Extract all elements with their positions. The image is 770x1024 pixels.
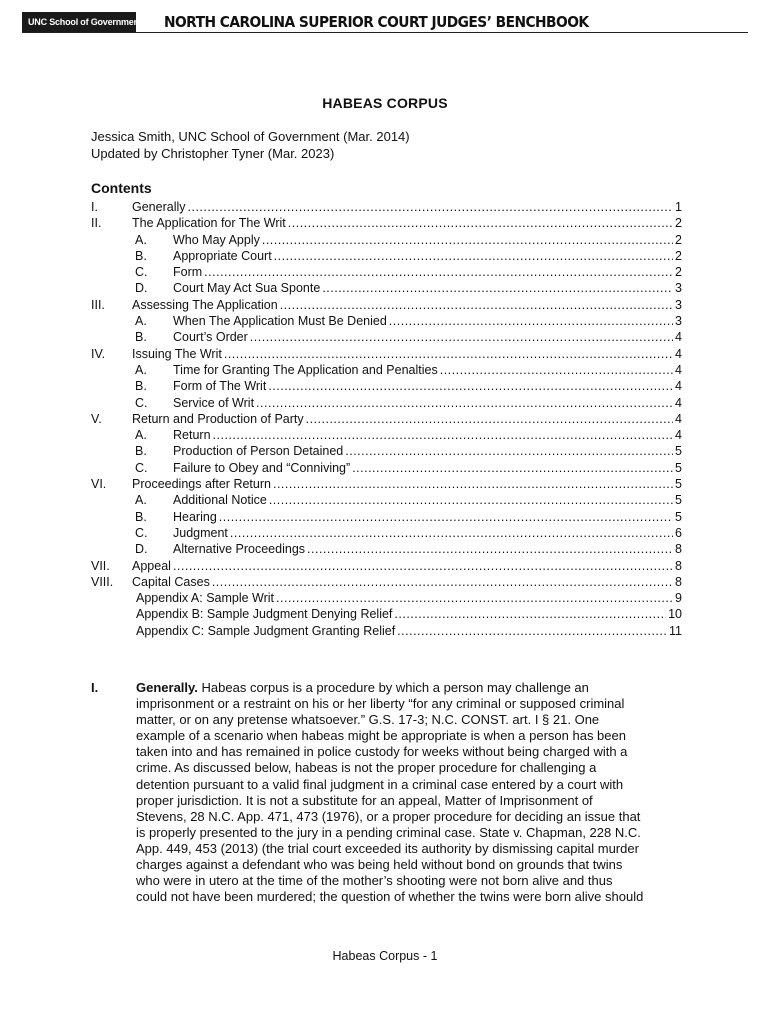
section-body	[136, 680, 681, 905]
toc-page-number: 8	[675, 542, 682, 557]
toc-entry[interactable]	[91, 574, 682, 590]
toc-page-number: 2	[675, 216, 682, 231]
body-text-line: App. 449, 453 (2013) (the trial court exceeded its authority by dismissing capital murder	[136, 840, 639, 856]
toc-link[interactable]	[136, 606, 682, 622]
toc-page-number: 5	[675, 477, 682, 492]
toc-entry[interactable]	[91, 313, 682, 329]
toc-subnumber: A.	[135, 232, 147, 247]
toc-dot-leader	[212, 574, 673, 590]
page-footer: Habeas Corpus - 1	[332, 949, 438, 963]
toc-entry[interactable]	[91, 411, 682, 427]
toc-link[interactable]	[173, 329, 682, 345]
toc-subnumber: B.	[135, 248, 147, 263]
toc-dot-leader	[397, 623, 667, 639]
toc-page-number: 11	[669, 623, 682, 638]
toc-label: Appendix C: Sample Judgment Granting Relief	[136, 623, 396, 638]
toc-subnumber: D.	[135, 542, 148, 557]
toc-subnumber: A.	[135, 362, 147, 377]
toc-label: The Application for The Writ	[132, 216, 286, 231]
toc-label: When The Application Must Be Denied	[173, 314, 387, 329]
toc-number: III.	[91, 297, 105, 312]
section-number: I.	[91, 680, 99, 695]
toc-dot-leader	[273, 476, 673, 492]
toc-label: Appendix B: Sample Judgment Denying Relief	[136, 607, 393, 622]
toc-page-number: 5	[675, 509, 682, 524]
toc-dot-leader	[440, 362, 673, 378]
toc-dot-leader	[306, 411, 673, 427]
toc-label: Additional Notice	[173, 493, 267, 508]
toc-dot-leader	[274, 248, 673, 264]
toc-entry[interactable]	[91, 427, 682, 443]
toc-entry[interactable]	[91, 525, 682, 541]
document-title: HABEAS CORPUS	[322, 95, 448, 111]
toc-page-number: 5	[675, 493, 682, 508]
toc-page-number: 4	[675, 395, 682, 410]
toc-entry[interactable]	[91, 346, 682, 362]
toc-entry[interactable]	[91, 215, 682, 231]
toc-page-number: 5	[675, 460, 682, 475]
toc-dot-leader	[280, 297, 673, 313]
toc-entry[interactable]	[91, 378, 682, 394]
toc-page-number: 10	[668, 607, 682, 622]
toc-entry[interactable]	[91, 509, 682, 525]
toc-link[interactable]	[173, 264, 682, 280]
toc-link[interactable]	[173, 525, 682, 541]
toc-link[interactable]	[132, 476, 682, 492]
toc-link[interactable]	[132, 574, 682, 590]
toc-page-number: 2	[675, 265, 682, 280]
toc-page-number: 8	[675, 574, 682, 589]
toc-link[interactable]	[132, 215, 682, 231]
toc-link[interactable]	[136, 590, 682, 606]
toc-dot-leader	[262, 232, 673, 248]
section-text: Habeas corpus is a procedure by which a person may challenge an	[201, 680, 589, 695]
toc-dot-leader	[204, 264, 673, 280]
toc-page-number: 4	[675, 411, 682, 426]
toc-number: V.	[91, 411, 102, 426]
toc-entry[interactable]	[91, 199, 682, 215]
toc-link[interactable]	[136, 623, 682, 639]
toc-dot-leader	[230, 525, 673, 541]
unc-sog-logo: UNC School of Government	[22, 12, 136, 32]
toc-subnumber: C.	[135, 525, 148, 540]
toc-page-number: 2	[675, 232, 682, 247]
author-line: Updated by Christopher Tyner (Mar. 2023)	[91, 146, 335, 161]
toc-link[interactable]	[173, 443, 682, 459]
toc-page-number: 9	[675, 591, 682, 606]
toc-link[interactable]	[173, 541, 682, 557]
toc-page-number: 6	[675, 525, 682, 540]
toc-dot-leader	[352, 460, 673, 476]
toc-entry[interactable]	[91, 541, 682, 557]
toc-entry[interactable]	[91, 590, 682, 606]
table-of-contents	[91, 199, 682, 639]
toc-subnumber: B.	[135, 379, 147, 394]
toc-dot-leader	[322, 280, 673, 296]
body-text-line: Stevens, 28 N.C. App. 471, 473 (1976), or a proper procedure for deciding an issue that	[136, 808, 641, 824]
toc-label: Proceedings after Return	[132, 477, 271, 492]
body-text-line	[136, 680, 681, 696]
toc-subnumber: A.	[135, 428, 147, 443]
benchbook-title: NORTH CAROLINA SUPERIOR COURT JUDGES’ BENCHBOOK	[164, 13, 589, 31]
toc-label: Court’s Order	[173, 330, 248, 345]
body-text-line: imprisonment or a restraint on his or her liberty “for any criminal or supposed criminal	[136, 696, 625, 712]
toc-label: Production of Person Detained	[173, 444, 344, 459]
toc-entry[interactable]	[91, 443, 682, 459]
toc-link[interactable]	[173, 460, 682, 476]
toc-link[interactable]	[173, 378, 682, 394]
toc-label: Judgment	[173, 525, 228, 540]
toc-dot-leader	[394, 606, 666, 622]
toc-label: Form of The Writ	[173, 379, 267, 394]
toc-page-number: 3	[675, 314, 682, 329]
toc-label: Appeal	[132, 558, 171, 573]
toc-subnumber: A.	[135, 314, 147, 329]
toc-entry[interactable]	[91, 362, 682, 378]
toc-entry[interactable]	[91, 264, 682, 280]
toc-link[interactable]	[173, 509, 682, 525]
body-text-line: proper jurisdiction. It is not a substitute for an appeal, Matter of Imprisonment of	[136, 792, 593, 808]
toc-dot-leader	[288, 215, 673, 231]
toc-entry[interactable]	[91, 329, 682, 345]
body-text-line: is properly presented to the jury in a pending criminal case. State v. Chapman, 228 N.C.	[136, 824, 641, 840]
toc-page-number: 5	[675, 444, 682, 459]
toc-link[interactable]	[173, 280, 682, 296]
body-text-line: matter, or on any pretense whatsoever.” G.S. 17-3; N.C. CONST. art. I § 21. One	[136, 712, 600, 728]
toc-entry[interactable]	[91, 476, 682, 492]
toc-dot-leader	[256, 395, 673, 411]
toc-page-number: 4	[675, 362, 682, 377]
toc-dot-leader	[276, 590, 673, 606]
toc-page-number: 4	[675, 428, 682, 443]
toc-number: II.	[91, 216, 102, 231]
toc-label: Return	[173, 428, 211, 443]
toc-entry[interactable]	[91, 492, 682, 508]
toc-number: IV.	[91, 346, 106, 361]
section-heading: Generally.	[136, 680, 198, 695]
toc-number: VI.	[91, 477, 107, 492]
toc-label: Time for Granting The Application and Penalties	[173, 362, 438, 377]
toc-subnumber: D.	[135, 281, 148, 296]
contents-heading: Contents	[91, 180, 152, 196]
toc-dot-leader	[213, 427, 674, 443]
page-header	[22, 12, 748, 34]
toc-entry[interactable]	[91, 623, 682, 639]
toc-subnumber: C.	[135, 460, 148, 475]
toc-label: Return and Production of Party	[132, 411, 304, 426]
toc-entry[interactable]	[91, 297, 682, 313]
toc-link[interactable]	[173, 427, 682, 443]
toc-label: Capital Cases	[132, 574, 210, 589]
body-text-line: could not have been murdered; the question of whether the twins were born alive should	[136, 889, 644, 905]
toc-label: Service of Writ	[173, 395, 255, 410]
toc-label: Assessing The Application	[132, 297, 278, 312]
toc-dot-leader	[219, 509, 673, 525]
author-block	[91, 128, 410, 162]
toc-page-number: 3	[675, 297, 682, 312]
toc-link[interactable]	[132, 411, 682, 427]
toc-link[interactable]	[173, 232, 682, 248]
toc-dot-leader	[250, 329, 673, 345]
toc-page-number: 1	[675, 200, 682, 214]
body-text-line: detention pursuant to a valid final judgment in a criminal case entered by a court with	[136, 776, 624, 792]
toc-link[interactable]	[132, 199, 682, 215]
toc-link[interactable]	[132, 297, 682, 313]
toc-label: Issuing The Writ	[132, 346, 222, 361]
toc-label: Failure to Obey and “Conniving”	[173, 460, 351, 475]
body-text-line: crime. As discussed below, habeas is not the proper procedure for challenging a	[136, 760, 597, 776]
toc-entry[interactable]	[91, 232, 682, 248]
toc-subnumber: A.	[135, 493, 147, 508]
body-text-line: charges against a defendant who was being held without bond on grounds that twins	[136, 857, 623, 873]
toc-subnumber: B.	[135, 509, 147, 524]
toc-page-number: 8	[675, 558, 682, 573]
body-text-line: example of a scenario when habeas might be appropriate is when a person has been	[136, 728, 626, 744]
toc-dot-leader	[268, 378, 673, 394]
toc-link[interactable]	[173, 313, 682, 329]
toc-entry[interactable]	[91, 280, 682, 296]
toc-link[interactable]	[173, 395, 682, 411]
toc-subnumber: C.	[135, 265, 148, 280]
author-line: Jessica Smith, UNC School of Government (Mar. 2014)	[91, 129, 410, 144]
toc-subnumber: C.	[135, 395, 148, 410]
toc-number: VII.	[91, 558, 110, 573]
toc-subnumber: B.	[135, 444, 147, 459]
toc-number: VIII.	[91, 574, 114, 589]
toc-label: Generally	[132, 200, 186, 214]
toc-label: Hearing	[173, 509, 217, 524]
toc-label: Form	[173, 265, 203, 280]
toc-dot-leader	[307, 541, 673, 557]
toc-number: I.	[91, 200, 98, 214]
toc-link[interactable]	[132, 346, 682, 362]
toc-link[interactable]	[173, 362, 682, 378]
toc-link[interactable]	[173, 248, 682, 264]
toc-page-number: 4	[675, 330, 682, 345]
toc-label: Appendix A: Sample Writ	[136, 591, 275, 606]
toc-label: Appropriate Court	[173, 248, 272, 263]
toc-entry[interactable]	[91, 248, 682, 264]
toc-page-number: 2	[675, 248, 682, 263]
toc-dot-leader	[224, 346, 673, 362]
toc-page-number: 3	[675, 281, 682, 296]
toc-entry[interactable]	[91, 558, 682, 574]
toc-subnumber: B.	[135, 330, 147, 345]
toc-label: Alternative Proceedings	[173, 542, 306, 557]
body-text-line: who were in utero at the time of the mother’s shooting were not born alive and thus	[136, 873, 613, 889]
toc-entry[interactable]	[91, 606, 682, 622]
toc-entry[interactable]	[91, 460, 682, 476]
toc-dot-leader	[173, 558, 673, 574]
toc-entry[interactable]	[91, 395, 682, 411]
toc-link[interactable]	[173, 492, 682, 508]
toc-page-number: 4	[675, 346, 682, 361]
header-divider	[22, 32, 748, 33]
toc-dot-leader	[345, 443, 673, 459]
body-text-line: taken into and has remained in police custody for weeks without being charged with a	[136, 744, 628, 760]
toc-dot-leader	[269, 492, 673, 508]
toc-label: Court May Act Sua Sponte	[173, 281, 321, 296]
toc-dot-leader	[188, 199, 674, 215]
toc-page-number: 4	[675, 379, 682, 394]
toc-label: Who May Apply	[173, 232, 260, 247]
toc-link[interactable]	[132, 558, 682, 574]
toc-dot-leader	[389, 313, 673, 329]
